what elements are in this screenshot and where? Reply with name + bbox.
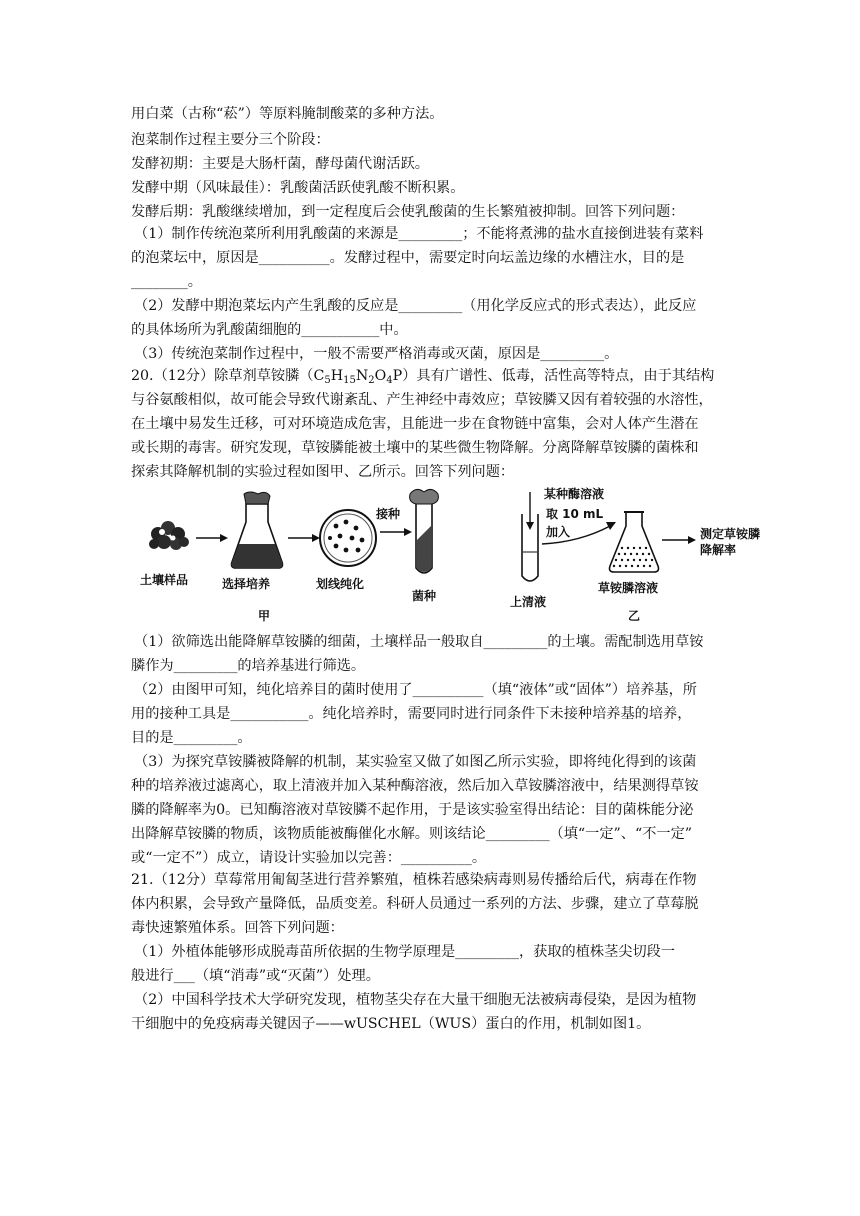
text-line: 膦的降解率为0。已知酶溶液对草铵膦不起作用，于是该实验室得出结论：目的菌株能分泌 — [131, 802, 694, 818]
strain-tube-icon — [410, 489, 439, 573]
selective-culture-label: 选择培养 — [222, 577, 271, 591]
enzyme-solution-label: 某种酶溶液 — [544, 487, 605, 501]
measure-label-1: 测定草铵膦 — [700, 527, 761, 541]
arrow-1-head — [220, 534, 228, 542]
text-line: 般进行___（填“消毒”或“灭菌”）处理。 — [131, 968, 380, 984]
figure-yi-label: 乙 — [628, 609, 641, 623]
question-21-header: 21.（12分）草莓常用匍匐茎进行营养繁殖，植株若感染病毒则易传播给后代，病毒在作物 — [131, 872, 697, 888]
supernatant-label: 上清液 — [510, 595, 547, 609]
text-line: 发酵中期（风味最佳）：乳酸菌活跃使乳酸不断积累。 — [131, 180, 465, 196]
text-line: 用白菜（古称“菘”）等原料腌制酸菜的多种方法。 — [131, 106, 444, 122]
question-20-2-line: （2）由图甲可知，纯化培养目的菌时使用了__________（填“液体”或“固体”）培养基，所 — [134, 682, 697, 698]
question-20-header: 20.（12分）除草剂草铵膦$(C_5H_{15}N_2O_4P)$具有广谱性、低毒，活性高等特点，由于其结构 — [131, 368, 715, 386]
soil-sample-label: 土壤样品 — [140, 573, 189, 587]
text-line: 的具体场所为乳酸菌细胞的___________中。 — [131, 322, 408, 338]
measure-label-2: 降解率 — [700, 543, 737, 557]
text-line: 干细胞中的免疫病毒关键因子——wUSCHEL（WUS）蛋白的作用，机制如图1。 — [131, 1016, 651, 1032]
text-line: 膦作为_________的培养基进行筛选。 — [131, 658, 366, 674]
text-line: 发酵初期：主要是大肠杆菌，酵母菌代谢活跃。 — [131, 156, 429, 172]
figure-jia-label: 甲 — [258, 609, 271, 623]
selection-flask-icon — [232, 492, 283, 568]
text-line: 探索其降解机制的实验过程如图甲、乙所示。回答下列问题： — [131, 464, 515, 480]
arrow-3-head — [404, 528, 412, 536]
text-line: 泡菜制作过程主要分三个阶段： — [131, 132, 330, 148]
question-21-2-line: （2）中国科学技术大学研究发现，植物茎尖存在大量干细胞无法被病毒侵染，是因为植物 — [134, 992, 697, 1008]
text-line: 用的接种工具是___________。纯化培养时，需要同时进行同条件下未接种培养基的培养， — [131, 706, 692, 722]
text-line: 发酵后期：乳酸继续增加，到一定程度后会使乳酸菌的生长繁殖被抑制。回答下列问题： — [131, 204, 685, 220]
petri-dish-icon — [320, 510, 376, 566]
text-line: 毒快速繁殖体系。回答下列问题： — [131, 920, 344, 936]
glufosinate-flask-icon — [610, 512, 659, 572]
text-line: 的泡菜坛中，原因是__________。发酵过程中，需要定时向坛盖边缘的水槽注水，目的是 — [131, 250, 685, 266]
text-line: 或“一定不”）成立，请设计实验加以完善：__________。 — [131, 850, 487, 866]
glufosinate-solution-label: 草铵膦溶液 — [598, 581, 659, 595]
question-19-3-line: （3）传统泡菜制作过程中，一般不需要严格消毒或灭菌，原因是_________。 — [134, 346, 619, 362]
text-line: 体内积累，会导致产量降低，品质变差。科研人员通过一系列的方法、步骤，建立了草莓脱 — [131, 896, 699, 912]
soil-sample-icon — [149, 521, 189, 550]
text-line: 目的是_________。 — [131, 730, 252, 746]
text-line: 或长期的毒害。研究发现，草铵膦能被土壤中的某些微生物降解。分离降解草铵膦的菌株和 — [131, 440, 699, 456]
arrow-2-head — [312, 534, 320, 542]
streak-purify-label: 划线纯化 — [316, 577, 365, 591]
enzyme-drop-head — [526, 522, 534, 530]
arrow-4-head — [688, 536, 696, 544]
experiment-figure — [140, 482, 790, 632]
text-line: ________。 — [131, 274, 202, 290]
add-in-label: 加入 — [546, 525, 571, 539]
strain-label: 菌种 — [412, 589, 437, 603]
text-line: 出降解草铵膦的物质，该物质能被酶催化水解。则该结论_________（填“一定”、“不一定” — [131, 826, 693, 842]
take-10ml-label: 取 10 mL — [546, 507, 604, 521]
inoculate-label: 接种 — [376, 507, 401, 521]
question-20-1-line: （1）欲筛选出能降解草铵膦的细菌，土壤样品一般取自_________的土壤。需配制选用草铵 — [134, 634, 704, 650]
text-line: 在土壤中易发生迁移，可对环境造成危害，且能进一步在食物链中富集，会对人体产生潜在 — [131, 416, 699, 432]
text-line: 种的培养液过滤离心，取上清液并加入某种酶溶液，然后加入草铵膦溶液中，结果测得草铵 — [131, 778, 699, 794]
question-21-1-line: （1）外植体能够形成脱毒苗所依据的生物学原理是_________，获取的植株茎尖切段一 — [134, 944, 676, 960]
transfer-arrow-head — [606, 522, 616, 530]
text-line: 与谷氨酸相似，故可能会导致代谢紊乱、产生神经中毒效应；草铵膦又因有着较强的水溶性， — [131, 392, 713, 408]
question-19-2-line: （2）发酵中期泡菜坛内产生乳酸的反应是_________（用化学反应式的形式表达），此反应 — [134, 298, 697, 314]
question-20-3-line: （3）为探究草铵膦被降解的机制，某实验室又做了如图乙所示实验，即将纯化得到的该菌 — [134, 754, 697, 770]
question-19-1-line: （1）制作传统泡菜所利用乳酸菌的来源是_________；不能将煮沸的盐水直接倒进装有菜料 — [134, 226, 704, 242]
